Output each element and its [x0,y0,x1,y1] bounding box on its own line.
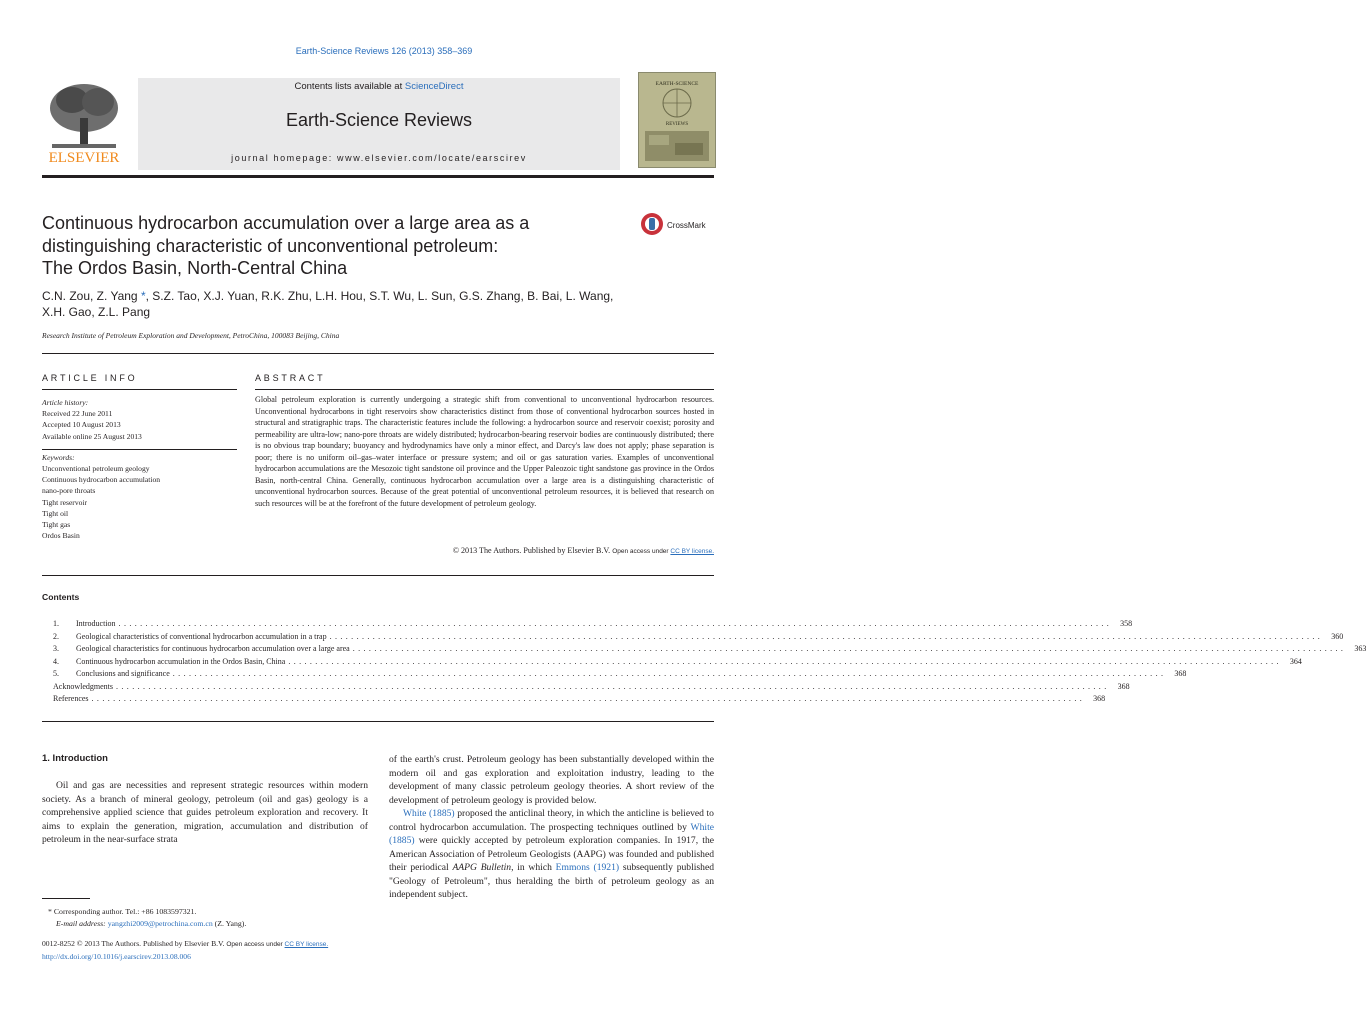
elsevier-logo [42,78,126,166]
contents-heading: Contents [42,592,80,602]
toc-entry[interactable]: 4. Continuous hydrocarbon accumulation in the Ordos Basin, China ........................................................................................................................................................................................ 364 [53,656,1302,666]
toc-entry[interactable]: Acknowledgments ........................................................................................................................................................................................ 368 [53,681,1130,691]
toc-entry[interactable]: 2. Geological characteristics of conventional hydrocarbon accumulation in a trap ........................................................................................................................................................................................ 360 [53,631,1344,641]
cover-art-icon [639,73,715,167]
table-of-contents [53,618,1366,706]
citation-link[interactable]: White (1885) [389,821,714,846]
contents-availability: Contents lists available at ScienceDirect [294,81,464,92]
publisher-logo-text: ELSEVIER [48,150,120,166]
body-column-right [389,753,714,902]
author-list: C.N. Zou, Z. Yang *, S.Z. Tao, X.J. Yuan, R.K. Zhu, L.H. Hou, S.T. Wu, L. Sun, G.S. Zhang, B. Bai, L. Wang, X.H. Gao, Z.L. Pang [42,289,614,319]
sciencedirect-link[interactable]: ScienceDirect [404,81,464,92]
abstract-text: Global petroleum exploration is currently undergoing a strategic shift from conventional to unconventional hydrocarbon resources. Unconventional hydrocarbons in tight reservoirs show characteristics distinct from those of conventional hydrocarbon sources hosted in structural and stratigraphic traps. The characteristic features include the following: a hydrocarbon source and reservoir coexist; porosity and permeability are ultra-low; nano-pore throats are widely distributed; hydrocarbon-bearing reservoir bodies are continuously distributed; there is no obvious trap boundary; buoyancy and hydrodynamics have only a minor effect, and Darcy's law does not apply; phase separation is poor; there is no uniform oil–gas–water interface or pressure system; and oil or gas saturation varies. Examples of unconventional hydrocarbon accumulations are the Mesozoic tight sandstone oil province and the Upper Paleozoic tight sandstone gas province in the Ordos Basin, north-central China. Generally, continuous hydrocarbon accumulation over a large area is a distinguishing characteristic of unconventional hydrocarbon sources. Because of the great potential of unconventional petroleum resources, it is believed that research on such resources will be at the forefront of the future development of petroleum geology. [255,395,714,508]
divider [42,353,714,354]
journal-title: Earth-Science Reviews [285,110,473,130]
footnote: * Corresponding author. Tel.: +86 1083597321. E-mail address: yangzhi2009@petrochina.com.cn (Z. Yang). [48,907,247,928]
keyword: Tight reservoir [42,497,88,507]
history-item: Available online 25 August 2013 [42,431,142,441]
toc-entry[interactable]: 5. Conclusions and significance ........................................................................................................................................................................................ 368 [53,669,1187,678]
cover-title: EARTH-SCIENCE [655,81,699,87]
divider [42,721,714,722]
article-info [42,397,242,541]
keyword: Unconventional petroleum geology [42,464,150,474]
affiliation: Research Institute of Petroleum Exploration and Development, PetroChina, 100083 Beijing, China [42,331,340,340]
journal-cover-image [638,72,716,168]
history-label: Article history: [42,398,89,407]
keyword: Tight gas [42,520,71,530]
divider [42,389,237,390]
section-heading-introduction: 1. Introduction [42,753,108,764]
svg-text:CrossMark: CrossMark [667,221,706,230]
corresponding-author-star[interactable]: * [140,289,146,303]
divider [255,389,714,390]
cover-subtitle: REVIEWS [665,122,689,127]
header-rule [42,175,714,178]
keywords-label: Keywords: [42,452,75,462]
citation-link[interactable]: Emmons (1921) [555,862,620,873]
homepage-link[interactable]: www.elsevier.com/locate/earscirev [337,153,527,163]
toc-entry[interactable]: 3. Geological characteristics for continuous hydrocarbon accumulation over a large area ........................................................................................................................................................................................ 363 [53,644,1366,653]
toc-entry[interactable]: References ........................................................................................................................................................................................ 368 [53,694,1106,703]
license-link[interactable]: CC BY license. [670,548,714,555]
keyword: Tight oil [42,508,69,518]
keyword: Continuous hydrocarbon accumulation [42,475,161,485]
license-link[interactable]: CC BY license. [284,941,329,948]
elsevier-tree-icon [42,78,126,166]
page-footer: 0012-8252 © 2013 The Authors. Published by Elsevier B.V. Open access under CC BY license. http://dx.doi.org/10.1016/j.earscirev.2013.08.006 [42,938,402,963]
divider [42,575,714,576]
article-info-heading: ARTICLE INFO [42,373,138,383]
journal-homepage: journal homepage: www.elsevier.com/locate/earscirev [231,153,527,163]
email-link[interactable]: yangzhi2009@petrochina.com.cn [107,918,213,928]
footnote-rule [42,898,90,899]
crossmark-icon [640,212,720,240]
body-paragraph: Oil and gas are necessities and represent strategic resources within modern society. As a branch of mineral geology, petroleum (oil and gas) geology is a comprehensive applied science that guides petroleum exploration and recovery. It aims to explain the generation, migration, accumulation and distribution of petroleum in the near-surface strata [42,780,368,845]
body-paragraph: of the earth's crust. Petroleum geology has been substantially developed within the modern oil and gas exploration and exploitation industry, leading to the development of many classic petroleum geology theories. A short review of the development of petroleum geology is provided below. [389,754,714,806]
crossmark-badge[interactable] [640,212,720,240]
body-paragraph: White (1885) proposed the anticlinal theory, in which the anticline is believed to control hydrocarbon accumulation. The prospecting techniques outlined by White (1885) were quickly accepted by petroleum exploration companies. In 1917, the American Association of Petroleum Geologists (AAPG) was founded and published their periodical AAPG Bulletin, in which Emmons (1921) subsequently published "Geology of Petroleum", thus heralding the birth of petroleum geology as an independent subject. [389,808,714,900]
toc-entry[interactable]: 1. Introduction ........................................................................................................................................................................................ 358 [53,619,1133,628]
divider [42,449,237,450]
citation-link[interactable]: White (1885) [403,808,455,819]
keyword: Ordos Basin [42,531,80,541]
history-item: Received 22 June 2011 [42,409,113,419]
doi-link[interactable]: http://dx.doi.org/10.1016/j.earscirev.2013.08.006 [42,952,191,961]
keyword: nano-pore throats [42,486,96,496]
article-title: Continuous hydrocarbon accumulation over a large area as a distinguishing characteristic of unconventional petroleum: The Ordos Basin, North-Central China [42,213,530,278]
history-item: Accepted 10 August 2013 [42,420,121,430]
journal-citation[interactable]: Earth-Science Reviews 126 (2013) 358–369 [295,46,473,56]
abstract-copyright: © 2013 The Authors. Published by Elsevier B.V. Open access under CC BY license. [452,546,714,555]
abstract-heading: ABSTRACT [255,373,326,383]
